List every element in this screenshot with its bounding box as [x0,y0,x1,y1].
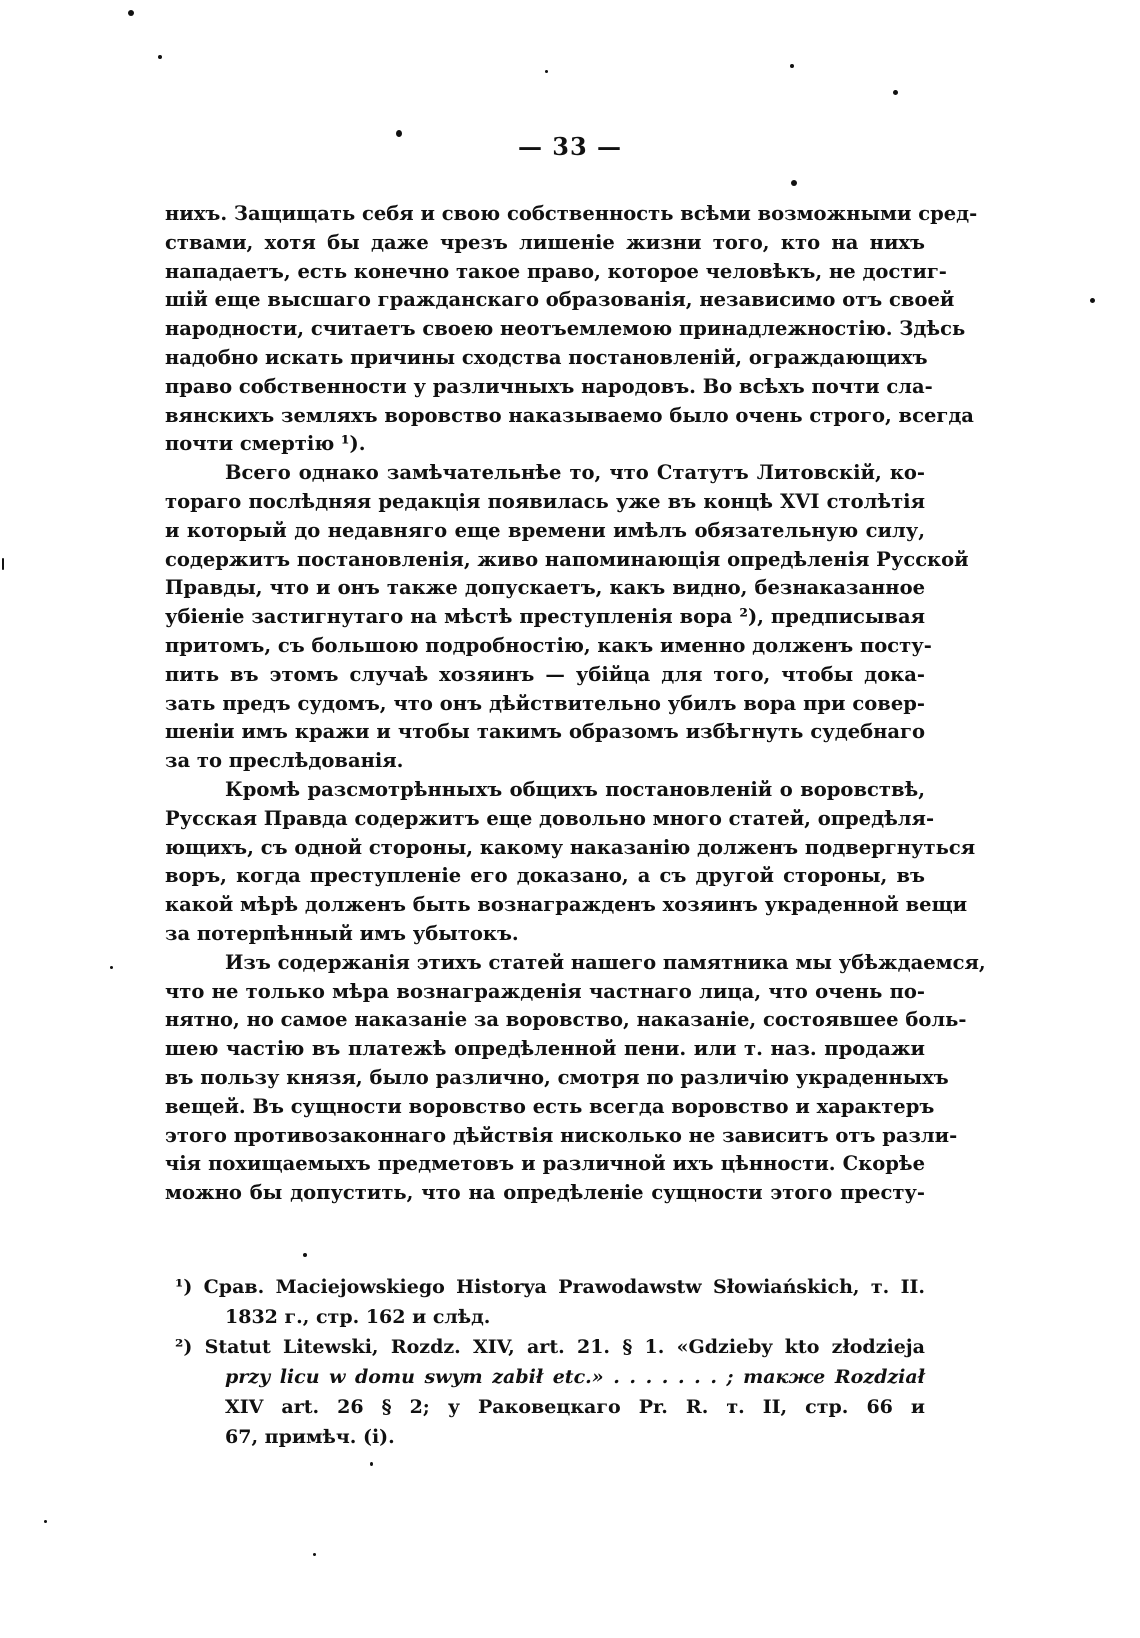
scan-speck [790,64,794,68]
text-line: народности, считаетъ своею неотъемлемою принадлежностію. Здѣсь [165,317,966,341]
text-line: что не только мѣра вознагражденія частнаго лица, что очень по- [165,979,925,1003]
text-line: этого противозаконнаго дѣйствія нисколько не зависитъ отъ разли- [165,1123,958,1147]
footnotes [175,1272,925,1452]
footnote-line: 1832 г., стр. 162 и слѣд. [225,1306,491,1328]
text-line: почти смертію ¹). [165,432,366,456]
text-line: и который до недавняго еще времени имѣлъ обязательную силу, [165,518,925,542]
scan-speck [370,1462,373,1466]
text-line: нападаетъ, есть конечно такое право, которое человѣкъ, не достиг- [165,259,947,283]
scan-speck [44,1520,47,1523]
text-line: убіеніе застигнутаго на мѣстѣ преступленія вора ²), предписывая [165,605,925,629]
text-line: вещей. Въ сущности воровство есть всегда воровство и характеръ [165,1094,935,1118]
footnote-line: XIV art. 26 § 2; у Раковецкаго Pr. R. т. II, стр. 66 и [225,1396,925,1418]
scan-speck [1090,298,1095,303]
text-line: нихъ. Защищать себя и свою собственность всѣми возможными сред- [165,202,978,225]
text-line: надобно искать причины сходства постановленій, ограждающихъ [165,345,928,369]
text-line: тораго послѣдняя редакція появилась уже въ концѣ XVI столѣтія [165,489,925,513]
text-line: за то преслѣдованія. [165,749,404,773]
text-line: Русская Правда содержитъ еще довольно много статей, опредѣля- [165,806,935,830]
text-line: Всего однако замѣчательнѣе то, что Статутъ Литовскій, ко- [225,461,925,485]
text-line: Правды, что и онъ также допускаетъ, какъ видно, безнаказанное [165,576,925,600]
footnote-line: ¹) Срав. Maciejowskiego Historya Prawodawstw Słowiańskich, т. II. [175,1276,925,1298]
scan-speck [2,558,4,570]
text-line: въ пользу князя, было различно, смотря по различію украденныхъ [165,1065,949,1089]
body-text [165,200,986,1208]
scan-speck [158,55,162,59]
text-line: Кромѣ разсмотрѣнныхъ общихъ постановленій о воровствѣ, [225,777,925,801]
footnote-line: przy licu w domu swym zabił etc.» . . . . . . . ; также Rozdział [225,1366,925,1388]
text-line: шею частію въ платежѣ опредѣленной пени. или т. наз. продажи [165,1037,925,1061]
text-line: содержитъ постановленія, живо напоминающія опредѣленія Русской [165,547,969,571]
text-line: за потерпѣнный имъ убытокъ. [165,921,519,945]
scan-speck [791,180,797,186]
text-line: зать предъ судомъ, что онъ дѣйствительно убилъ вора при совер- [165,691,925,715]
text-line: ствами, хотя бы даже чрезъ лишеніе жизни того, кто на нихъ [165,230,925,254]
footnote-line: 67, примѣч. (i). [225,1426,395,1448]
text-line: притомъ, съ большою подробностію, какъ именно долженъ посту- [165,633,932,657]
scan-speck [893,90,898,95]
scan-speck [128,10,134,16]
scan-speck [303,1253,307,1257]
scan-speck [396,130,402,137]
text-line: шеніи имъ кражи и чтобы такимъ образомъ избѣгнуть судебнаго [165,720,925,744]
text-line: воръ, когда преступленіе его доказано, а съ другой стороны, въ [165,864,925,888]
text-line: какой мѣрѣ долженъ быть вознагражденъ хозяинъ украденной вещи [165,893,968,917]
scan-speck [313,1553,316,1556]
text-line: вянскихъ земляхъ воровство наказываемо было очень строго, всегда [165,403,974,427]
text-line: право собственности у различныхъ народовъ. Во всѣхъ почти сла- [165,374,933,398]
text-line: можно бы допустить, что на опредѣленіе сущности этого престу- [165,1181,925,1205]
text-line: пить въ этомъ случаѣ хозяинъ — убійца для того, чтобы дока- [165,662,925,686]
text-line: шій еще высшаго гражданскаго образованія, независимо отъ своей [165,288,955,312]
text-line: ющихъ, съ одной стороны, какому наказанію долженъ подвергнуться [165,835,976,859]
text-line: чія похищаемыхъ предметовъ и различной ихъ цѣнности. Скорѣе [165,1152,925,1176]
text-line: нятно, но самое наказаніе за воровство, наказаніе, состоявшее боль- [165,1008,967,1032]
text-line: Изъ содержанія этихъ статей нашего памятника мы убѣждаемся, [225,950,986,974]
scan-speck [545,70,548,73]
footnote-line: ²) Statut Litewski, Rozdz. XIV, art. 21. § 1. «Gdzieby kto złodzieja [175,1336,925,1358]
scan-speck [110,966,113,969]
page-number: — 33 — [517,132,623,161]
